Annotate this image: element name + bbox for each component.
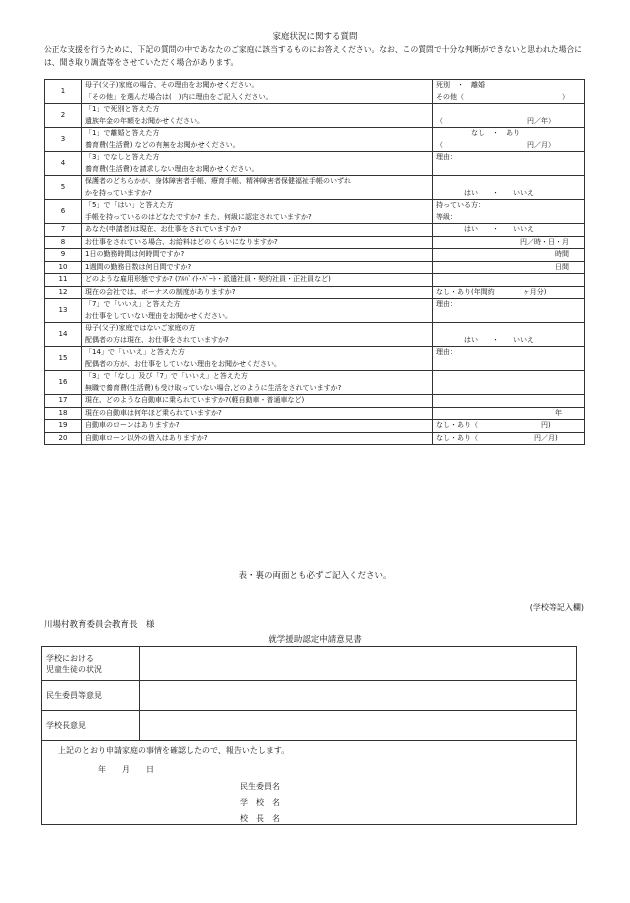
question-text (82, 347, 433, 371)
school-entry-note: (学校等記入欄) (529, 603, 584, 612)
answer-line: なし ・ あり (436, 129, 520, 137)
question-text (82, 152, 433, 176)
question-row (45, 274, 585, 287)
question-row (45, 80, 585, 104)
form-row (42, 711, 577, 741)
question-line: 母子(父子)家庭ではないご家庭の方 (85, 324, 196, 332)
question-number: 7 (45, 224, 82, 237)
question-text (82, 371, 433, 395)
answer-line (436, 176, 581, 188)
question-line: 自動車ローン以外の借入はありますか? (85, 433, 208, 442)
question-number: 4 (45, 152, 82, 176)
answer-field[interactable] (433, 261, 585, 274)
answer-field[interactable] (433, 249, 585, 262)
question-line: 配偶者の方は現在、お仕事をされていますか? (85, 335, 229, 344)
question-line: 手帳を持っているのはどなたですか? また、何級に認定されていますか? (85, 212, 312, 221)
question-line: 現在、どのような自動車に乗られていますか?(軽自動車・普通車など) (85, 396, 305, 404)
principal-name-label: 校 長 名 (240, 814, 280, 823)
answer-line: 時間 (436, 250, 569, 258)
question-number: 20 (45, 432, 82, 445)
question-row (45, 407, 585, 420)
question-line: 現在の自動車は何年ほど乗られていますか? (85, 408, 222, 417)
question-row (45, 236, 585, 249)
addressee: 川場村教育委員会教育長 様 (44, 620, 155, 630)
question-row (45, 261, 585, 274)
question-row (45, 347, 585, 371)
question-text (82, 176, 433, 200)
question-text (82, 420, 433, 433)
question-text (82, 261, 433, 274)
answer-line: 等級： (436, 212, 457, 221)
question-number: 9 (45, 249, 82, 262)
intro-text: 公正な支援を行うために、下記の質問の中であなたのご家庭に該当するものにお答えください。なお、この質問で十分な判断ができないと思われた場合には、聞き取り調査等をさせていただく場合があります。 (44, 45, 582, 67)
answer-line: 円／時・日・月 (436, 237, 569, 246)
question-row (45, 249, 585, 262)
question-number: 8 (45, 236, 82, 249)
answer-line (436, 371, 581, 383)
question-line: 遺族年金の年額をお聞かせください。 (85, 116, 204, 125)
form-row-label: 学校長意見 (42, 711, 140, 741)
answer-line: 理由： (436, 153, 457, 161)
question-number: 1 (45, 80, 82, 104)
answer-line: （ 円／月） (436, 140, 555, 149)
question-number: 3 (45, 128, 82, 152)
answer-line: はい ・ いいえ (436, 335, 534, 344)
question-line: 現在の会社では、ボーナスの制度がありますか? (85, 287, 236, 296)
question-text (82, 432, 433, 445)
answer-line (436, 104, 581, 116)
question-number: 5 (45, 176, 82, 200)
answer-line: 死別 ・ 離婚 (436, 81, 485, 89)
question-number: 17 (45, 395, 82, 408)
question-text (82, 200, 433, 224)
question-text (82, 104, 433, 128)
answer-field[interactable] (433, 80, 585, 104)
welfare-officer-name-label: 民生委員名 (240, 782, 280, 791)
answer-line (436, 274, 581, 286)
question-line: かを持っていますか? (85, 188, 152, 197)
question-row (45, 286, 585, 299)
answer-field[interactable] (433, 323, 585, 347)
answer-field[interactable] (433, 286, 585, 299)
answer-field[interactable] (433, 236, 585, 249)
answer-field[interactable] (433, 347, 585, 371)
question-row (45, 432, 585, 445)
question-number: 12 (45, 286, 82, 299)
question-line: 「5」で「はい」と答えた方 (85, 201, 174, 209)
question-line: 無職で養育費(生活費)も受け取っていない場合,どのように生活をされていますか? (85, 383, 342, 392)
question-line: 養育費(生活費) などの有無をお聞かせください。 (85, 140, 240, 149)
question-text (82, 236, 433, 249)
answer-line: 日間 (436, 262, 569, 271)
question-line: お仕事をしていない理由をお聞かせください。 (85, 311, 232, 320)
form-row-label: 民生委員等意見 (42, 681, 140, 711)
question-row (45, 152, 585, 176)
answer-line (436, 311, 581, 323)
question-line: 1日の勤務時間は何時間ですか? (85, 250, 185, 258)
form-input-area[interactable] (140, 647, 577, 681)
answer-line: 理由： (436, 348, 457, 356)
question-text (82, 395, 433, 408)
answer-line: はい ・ いいえ (436, 188, 534, 197)
question-number: 19 (45, 420, 82, 433)
question-number: 18 (45, 407, 82, 420)
answer-line (436, 395, 581, 407)
answer-line: なし・あり(年間約 ヶ月分) (436, 287, 547, 296)
question-text (82, 286, 433, 299)
form-input-area[interactable] (140, 711, 577, 741)
question-line: 「1」で死別と答えた方 (85, 105, 160, 113)
question-number: 10 (45, 261, 82, 274)
question-number: 11 (45, 274, 82, 287)
question-row (45, 299, 585, 323)
answer-line: 理由： (436, 300, 457, 308)
question-number: 6 (45, 200, 82, 224)
question-row (45, 420, 585, 433)
question-row (45, 128, 585, 152)
question-row (45, 371, 585, 395)
question-number: 16 (45, 371, 82, 395)
question-line: どのような雇用形態ですか? (ｱﾙﾊﾞｲﾄ･ﾊﾟｰﾄ・派遣社員・契約社員・正社員など) (85, 275, 331, 283)
question-row (45, 224, 585, 237)
school-name-label: 学 校 名 (240, 798, 280, 807)
form-row (42, 647, 577, 681)
question-number: 15 (45, 347, 82, 371)
question-line: 保護者のどちらかが、身体障害者手帳、療育手帳、精神障害者保健福祉手帳のいずれ (85, 177, 351, 185)
question-text (82, 323, 433, 347)
question-text (82, 128, 433, 152)
answer-field[interactable] (433, 152, 585, 176)
question-line: 配偶者の方が、お仕事をしていない理由をお聞かせください。 (85, 359, 281, 368)
answer-field[interactable] (433, 274, 585, 287)
answer-line (436, 164, 581, 176)
date-line: 年 月 日 (98, 765, 154, 774)
question-text (82, 407, 433, 420)
question-number: 2 (45, 104, 82, 128)
form-row-label: 学校における 児童生徒の状況 (42, 647, 140, 681)
both-sides-note: 表・裏の両面とも必ずご記入ください。 (238, 571, 392, 581)
question-number: 14 (45, 323, 82, 347)
answer-field[interactable] (433, 420, 585, 433)
confirmation-text: 上記のとおり申請家庭の事情を確認したので、報告いたします。 (58, 746, 290, 755)
question-line: あなた(申請者)は現在、お仕事をされていますか? (85, 225, 242, 233)
question-line: 自動車のローンはありますか? (85, 421, 180, 429)
question-line: 「3」で「なし」及び「7」で「いいえ」と答えた方 (85, 372, 248, 380)
question-line: 「その他」を選んだ場合は( )内に理由をご記入ください。 (85, 92, 273, 101)
question-text (82, 274, 433, 287)
answer-field[interactable] (433, 299, 585, 323)
question-row (45, 323, 585, 347)
answer-line: （ 円／年） (436, 116, 555, 125)
question-text (82, 224, 433, 237)
answer-field[interactable] (433, 200, 585, 224)
question-row (45, 176, 585, 200)
question-line: 母子(父子)家庭の場合、その理由をお聞かせください。 (85, 81, 259, 89)
question-line: 「14」で「いいえ」と答えた方 (85, 348, 185, 356)
question-line: 養育費(生活費)を請求しない理由をお聞かせください。 (85, 164, 259, 173)
question-row (45, 104, 585, 128)
question-line: 「1」で離婚と答えた方 (85, 129, 160, 137)
question-row (45, 395, 585, 408)
answer-field[interactable] (433, 104, 585, 128)
page-title: 家庭状況に関する質問 (272, 32, 358, 42)
question-text (82, 249, 433, 262)
question-line: 「3」でなしと答えた方 (85, 153, 160, 161)
question-row (45, 200, 585, 224)
answer-field[interactable] (433, 432, 585, 445)
answer-field[interactable] (433, 395, 585, 408)
answer-line (436, 359, 581, 371)
answer-line: なし・あり（ 円／月) (436, 433, 558, 442)
question-line: 1週間の勤務日数は何日間ですか? (85, 262, 192, 271)
answer-line (436, 383, 581, 395)
answer-field[interactable] (433, 128, 585, 152)
answer-line: その他（ ） (436, 92, 569, 101)
question-text (82, 299, 433, 323)
answer-line: 持っている方： (436, 201, 485, 209)
question-text (82, 80, 433, 104)
answer-line (436, 323, 581, 335)
answer-field[interactable] (433, 224, 585, 237)
answer-field[interactable] (433, 371, 585, 395)
answer-line: 年 (436, 408, 562, 417)
answer-line: なし・あり（ 円) (436, 421, 551, 429)
answer-line: はい ・ いいえ (436, 225, 534, 233)
question-number: 13 (45, 299, 82, 323)
opinion-table (41, 646, 577, 825)
form-title: 就学援助認定申請意見書 (268, 635, 362, 645)
answer-field[interactable] (433, 407, 585, 420)
answer-field[interactable] (433, 176, 585, 200)
question-table (44, 79, 585, 445)
form-input-area[interactable] (140, 681, 577, 711)
question-line: お仕事をされている場合、お給料はどのくらいになりますか? (85, 237, 278, 246)
question-line: 「7」で「いいえ」と答えた方 (85, 300, 181, 308)
form-row (42, 681, 577, 711)
